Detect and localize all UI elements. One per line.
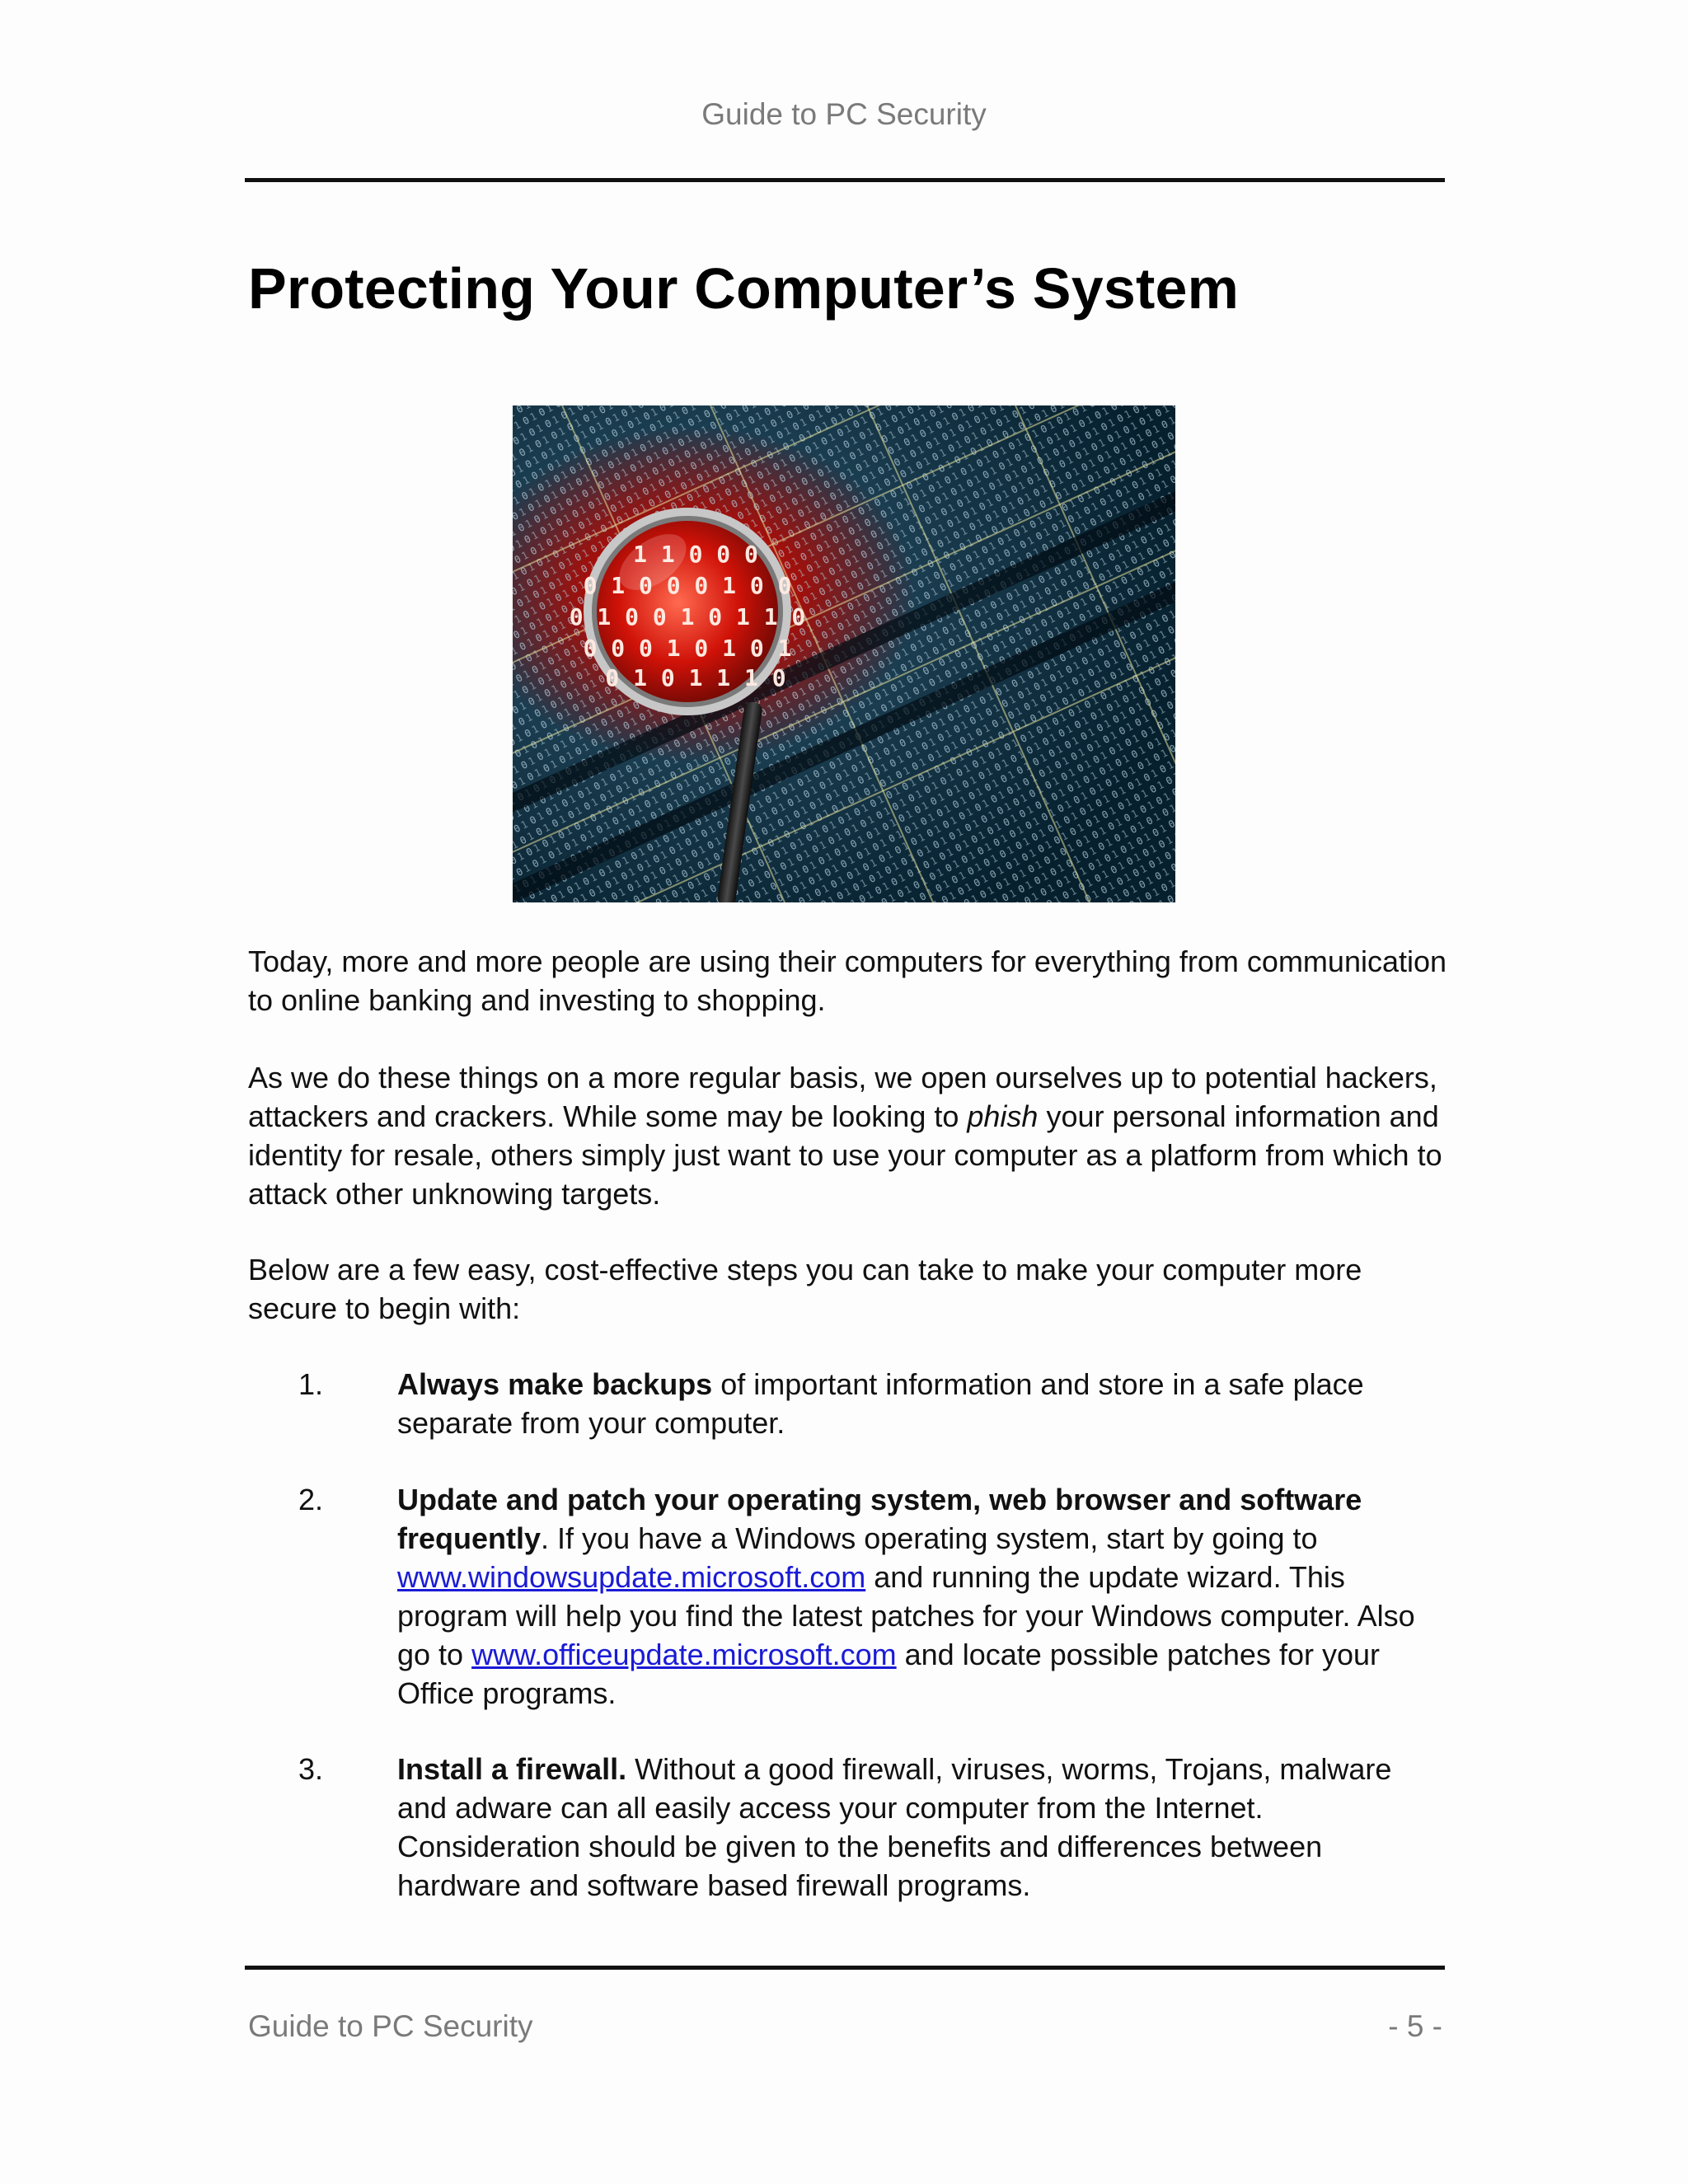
- phish-emphasis: phish: [967, 1099, 1039, 1133]
- steps-intro-paragraph: Below are a few easy, cost-effective steps you can take to make your computer more secure to begin with:: [248, 1253, 1362, 1325]
- list-item-firewall: [397, 1750, 1444, 1905]
- security-illustration: [513, 405, 1175, 902]
- list-item-heading: Install a firewall.: [397, 1752, 627, 1786]
- running-footer: Guide to PC Security: [248, 2009, 533, 2043]
- list-item-updates: [397, 1480, 1444, 1713]
- page-title: Protecting Your Computer’s System: [248, 256, 1240, 321]
- threats-text-end: your personal information and identity for resale, others simply just want to use your computer as a platform from which to attack other unknowing targets.: [248, 1099, 1442, 1211]
- list-number: 1.: [298, 1367, 324, 1401]
- footer-divider: [245, 1966, 1445, 1970]
- windowsupdate-link[interactable]: www.windowsupdate.microsoft.com: [397, 1560, 866, 1594]
- list-item-body: of important information and store in a safe place separate from your computer.: [397, 1367, 1364, 1440]
- lens-digits-row-5: 0 1 0 1 1 1 0: [605, 664, 786, 691]
- header-divider: [245, 178, 1445, 182]
- page-number: - 5 -: [1388, 2009, 1442, 2043]
- list-item-heading: Update and patch your operating system, web browser and software frequently: [397, 1483, 1362, 1555]
- list-number: 2.: [298, 1483, 324, 1516]
- list-number: 3.: [298, 1752, 324, 1786]
- magnifying-glass-binary-image: [513, 405, 1175, 902]
- lens-digits-row-2: 0 1 0 0 0 1 0 0: [583, 572, 792, 599]
- officeupdate-link[interactable]: www.officeupdate.microsoft.com: [471, 1638, 897, 1671]
- intro-paragraph: Today, more and more people are using their computers for everything from communication to online banking and investing to shopping.: [248, 944, 1447, 1017]
- lens-digits-row-4: 0 0 0 1 0 1 0 1: [583, 635, 792, 662]
- lens-digits-row-1: 1 1 0 0 0: [633, 541, 758, 568]
- lens-digits-row-3: 0 1 0 0 1 0 1 1 0: [569, 603, 806, 630]
- list-item-heading: Always make backups: [397, 1367, 713, 1401]
- list-item-body: Without a good firewall, viruses, worms, Trojans, malware and adware can all easily access your computer from the Internet. Consideration should be given to the benefits and differences between hardware and software based firewall programs.: [397, 1752, 1392, 1902]
- running-header: Guide to PC Security: [701, 97, 987, 131]
- threats-text-start: As we do these things on a more regular basis, we open ourselves up to potential hackers, attackers and crackers. While some may be looking to: [248, 1061, 1437, 1133]
- threats-paragraph: [248, 1058, 1451, 1213]
- list-item-body: and locate possible patches for your Office programs.: [397, 1638, 1380, 1710]
- list-item-backups: [397, 1365, 1444, 1442]
- list-item-body: and running the update wizard. This program will help you find the latest patches for your Windows computer. Also go to: [397, 1560, 1415, 1671]
- list-item-body: . If you have a Windows operating system, start by going to: [541, 1521, 1318, 1555]
